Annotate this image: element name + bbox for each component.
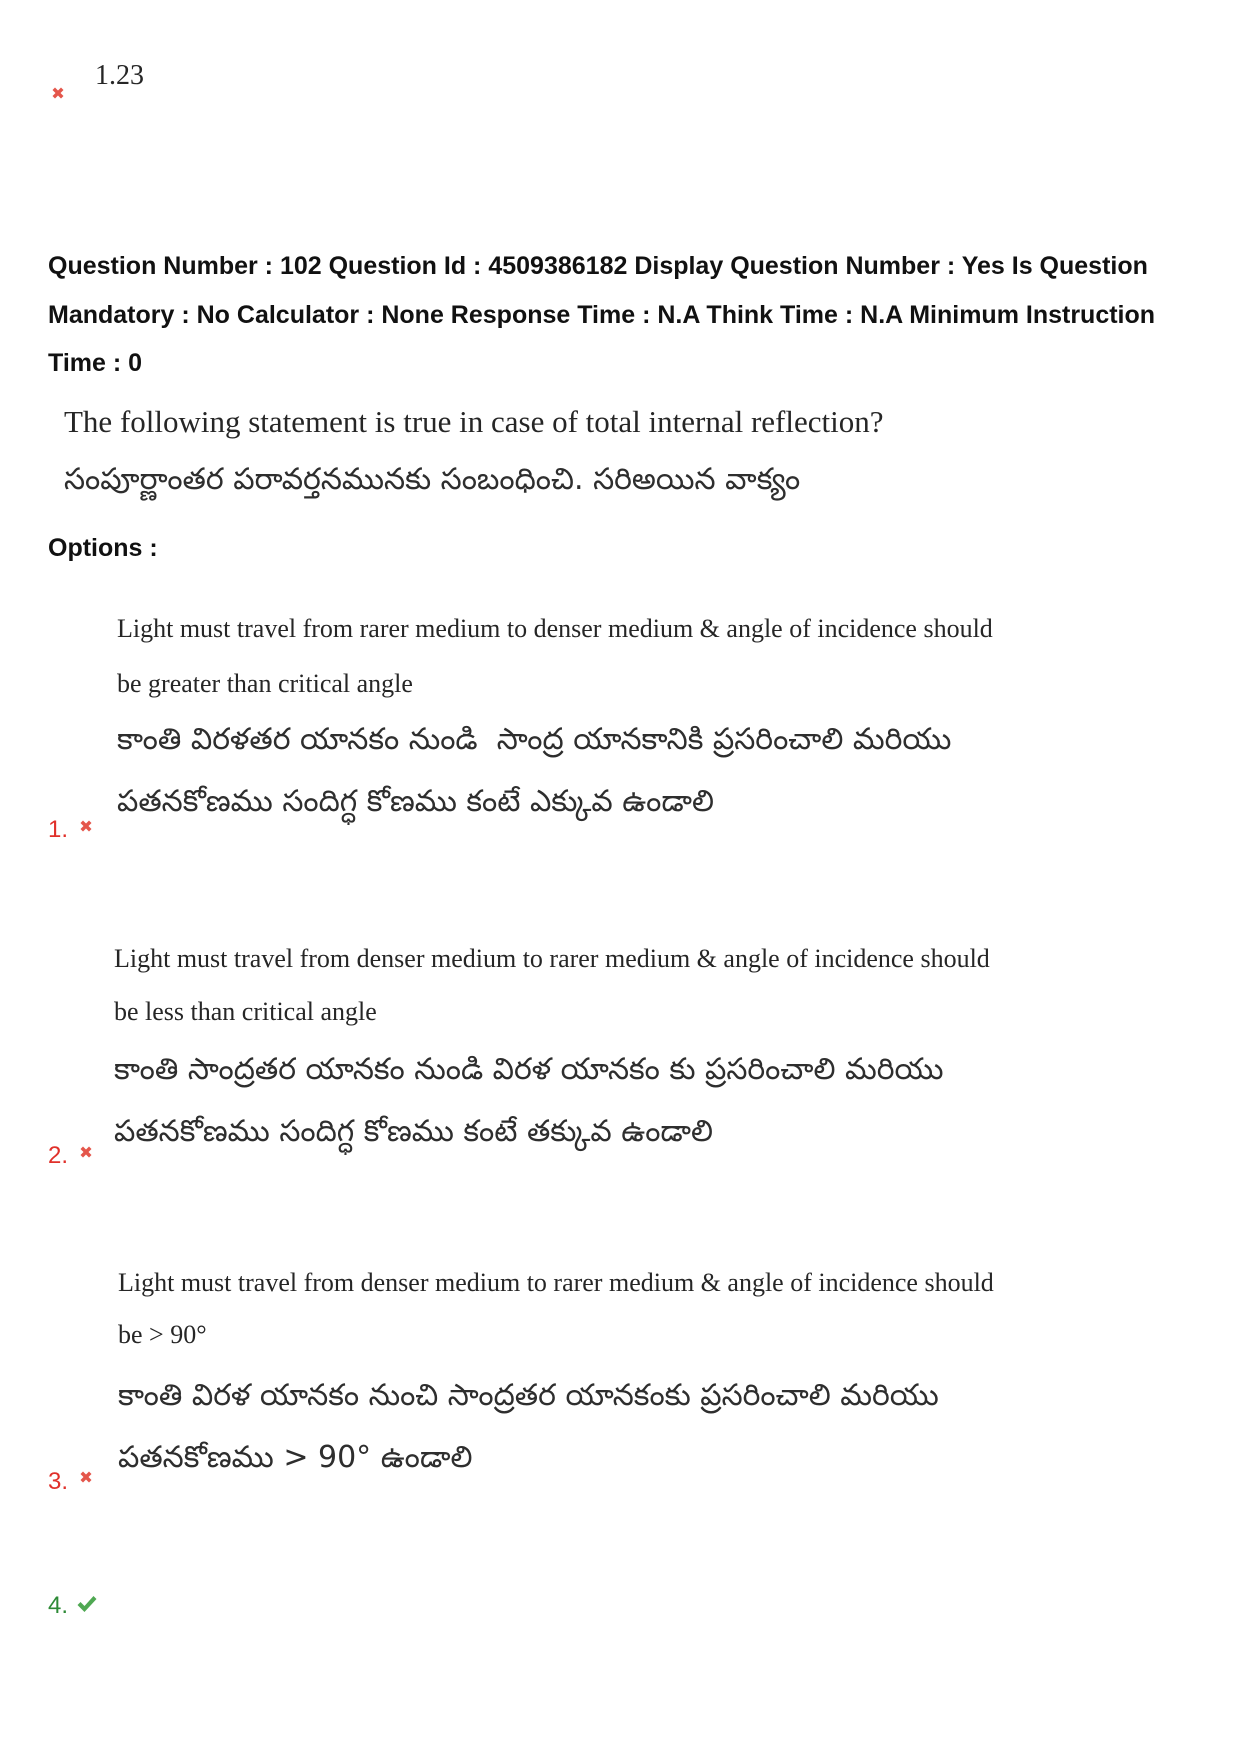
question-text-english: The following statement is true in case of total internal reflection? — [64, 404, 884, 439]
option-text-line: పతనకోణము సందిగ్ధ కోణము కంటే తక్కువ ఉండాలి — [114, 1114, 713, 1149]
question-meta-line: Question Number : 102 Question Id : 4509386182 Display Question Number : Yes Is Question — [48, 252, 1148, 280]
previous-option-value: 1.23 — [95, 60, 144, 91]
option-text-line: Light must travel from denser medium to rarer medium & angle of incidence should — [118, 1268, 994, 1297]
check-icon — [76, 1593, 98, 1615]
option-text-line: పతనకోణము > 90° ఉండాలి — [118, 1440, 473, 1475]
option-text-line: be > 90° — [118, 1320, 207, 1349]
option-text-line: Light must travel from rarer medium to denser medium & angle of incidence should — [117, 614, 993, 643]
cross-icon — [79, 1470, 93, 1484]
option-2-number: 2. — [48, 1142, 69, 1169]
question-meta-line: Time : 0 — [48, 349, 143, 377]
option-text-line: కాంతి విరళతర యానకం నుండి సాంద్ర యానకానికి ప్రసరించాలి మరియు — [117, 722, 952, 757]
option-text-line: పతనకోణము సందిగ్ధ కోణము కంటే ఎక్కువ ఉండాలి — [117, 784, 714, 819]
option-3-number: 3. — [48, 1468, 69, 1495]
option-2-text-english — [114, 932, 1214, 1038]
cross-icon — [79, 819, 93, 833]
option-4-number: 4. — [48, 1592, 69, 1619]
options-label: Options : — [48, 534, 158, 562]
option-3-text-english — [118, 1257, 1218, 1361]
option-text-line: కాంతి విరళ యానకం నుంచి సాంద్రతర యానకంకు ప్రసరించాలి మరియు — [118, 1378, 939, 1413]
cross-icon — [51, 86, 65, 100]
option-3-text-telugu — [118, 1365, 1218, 1489]
option-text-line: కాంతి సాంద్రతర యానకం నుండి విరళ యానకం కు ప్రసరించాలి మరియు — [114, 1052, 944, 1087]
option-1-text-english — [117, 601, 1217, 711]
option-1-number: 1. — [48, 816, 69, 843]
option-text-line: Light must travel from denser medium to rarer medium & angle of incidence should — [114, 944, 990, 973]
question-meta — [48, 242, 1228, 388]
option-2-text-telugu — [114, 1039, 1214, 1163]
question-meta-line: Mandatory : No Calculator : None Response Time : N.A Think Time : N.A Minimum Instruction — [48, 300, 1156, 329]
option-text-line: be greater than critical angle — [117, 669, 413, 698]
cross-icon — [79, 1145, 93, 1159]
option-1-text-telugu — [117, 709, 1217, 833]
question-text-telugu: సంపూర్ణాంతర పరావర్తనమునకు సంబంధించి. సరిఅయిన వాక్యం — [64, 462, 801, 497]
option-text-line: be less than critical angle — [114, 997, 377, 1026]
